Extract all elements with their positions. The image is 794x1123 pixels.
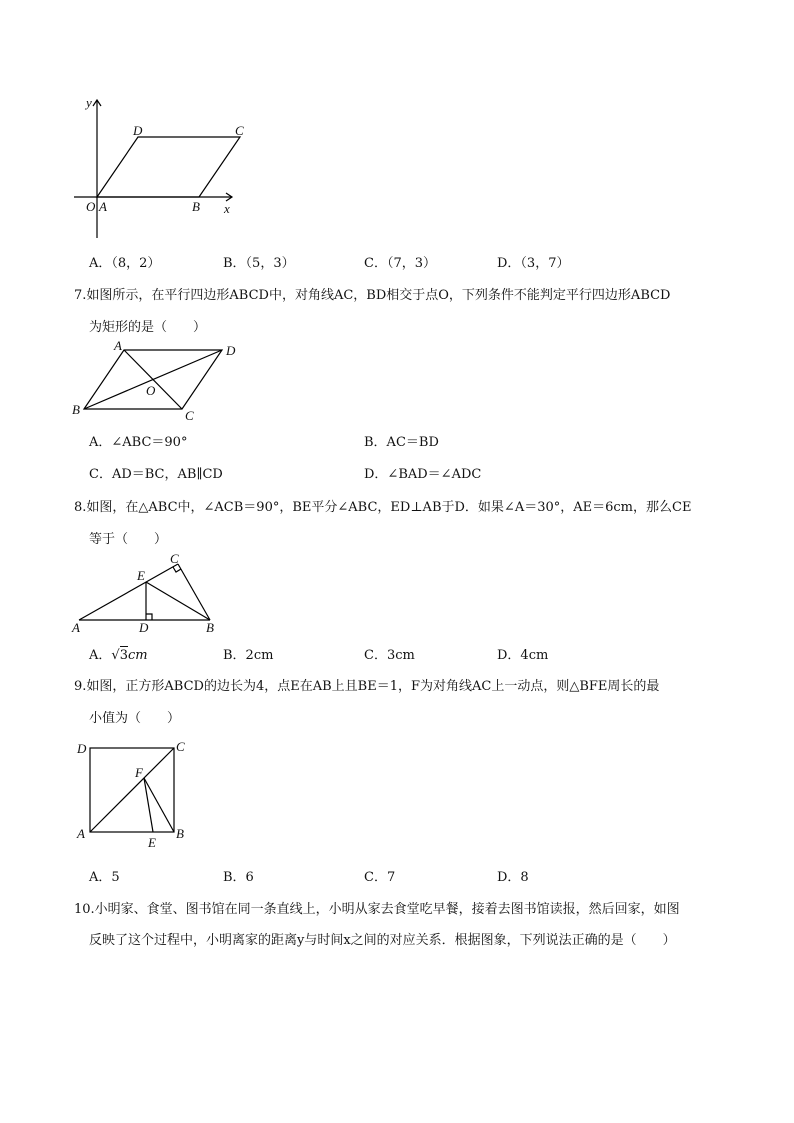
- q7-stem-line2: 为矩形的是（ ）: [89, 320, 207, 335]
- q9-label-d: D: [77, 741, 87, 756]
- q6-choice-b[interactable]: B．（5，3）: [223, 256, 295, 271]
- q10-stem-line2: 反映了这个过程中，小明离家的距离y与时间x之间的对应关系．根据图象，下列说法正确的是（ ）: [89, 933, 676, 948]
- q7-label-c: C: [185, 408, 194, 423]
- q9-label-a: A: [77, 826, 85, 841]
- q8-stem-line2: 等于（ ）: [89, 532, 168, 547]
- q9-choice-b[interactable]: B．6: [223, 870, 254, 885]
- q8-choice-c[interactable]: C．3cm: [364, 648, 415, 663]
- label-y: y: [86, 95, 92, 110]
- q6-choice-d[interactable]: D．（3，7）: [497, 256, 570, 271]
- q8-choice-b[interactable]: B．2cm: [223, 648, 274, 663]
- q8-label-c: C: [170, 551, 179, 566]
- label-o: O: [86, 199, 96, 214]
- sqrt-sign: √: [111, 648, 120, 663]
- q6-choice-a[interactable]: A．（8，2）: [89, 256, 161, 271]
- q10-stem-line1: 10.小明家、食堂、图书馆在同一条直线上，小明从家去食堂吃早餐，接着去图书馆读报，然后回家，如图: [74, 902, 680, 917]
- sqrt-radicand: 3: [119, 648, 128, 663]
- q7-stem-line1: 7.如图所示，在平行四边形ABCD中，对角线AC，BD相交于点O，下列条件不能判定平行四边形ABCD: [74, 288, 671, 303]
- label-d: D: [133, 123, 143, 138]
- q8-choice-a-unit: cm: [127, 648, 148, 663]
- q8-stem-line1: 8.如图，在△ABC中，∠ACB＝90°，BE平分∠ABC，ED⊥AB于D．如果∠A＝30°，AE＝6cm，那么CE: [74, 500, 692, 515]
- q9-label-b: B: [176, 826, 184, 841]
- q9-choice-c[interactable]: C．7: [364, 870, 396, 885]
- label-b: B: [192, 199, 200, 214]
- q6-choice-c[interactable]: C．（7，3）: [364, 256, 436, 271]
- q9-label-c: C: [176, 739, 185, 754]
- q8-choice-d[interactable]: D．4cm: [497, 648, 549, 663]
- label-c: C: [235, 123, 244, 138]
- q9-stem-line2: 小值为（ ）: [89, 711, 181, 726]
- q7-label-a: A: [114, 338, 122, 353]
- q9-label-e: E: [148, 835, 156, 850]
- q7-label-o: O: [146, 383, 156, 398]
- q8-choice-a-prefix: A．: [89, 648, 112, 663]
- label-a: A: [99, 199, 107, 214]
- q8-label-a: A: [72, 620, 80, 635]
- q8-label-d: D: [139, 620, 149, 635]
- q8-label-e: E: [137, 568, 145, 583]
- q7-label-b: B: [72, 402, 80, 417]
- q9-label-f: F: [135, 765, 143, 780]
- q7-choice-d[interactable]: D．∠BAD＝∠ADC: [364, 467, 482, 482]
- q8-label-b: B: [206, 620, 214, 635]
- q7-choice-b[interactable]: B．AC＝BD: [364, 435, 439, 450]
- q9-stem-line1: 9.如图，正方形ABCD的边长为4，点E在AB上且BE＝1，F为对角线AC上一动点，则△BFE周长的最: [74, 679, 660, 694]
- diagonal-ac: [90, 748, 174, 832]
- q9-choice-d[interactable]: D．8: [497, 870, 529, 885]
- q7-label-d: D: [226, 343, 236, 358]
- label-x: x: [224, 201, 230, 216]
- q7-choice-a[interactable]: A．∠ABC＝90°: [89, 435, 188, 450]
- q7-choice-c[interactable]: C．AD＝BC，AB∥CD: [89, 467, 223, 482]
- q9-choice-a[interactable]: A．5: [89, 870, 120, 885]
